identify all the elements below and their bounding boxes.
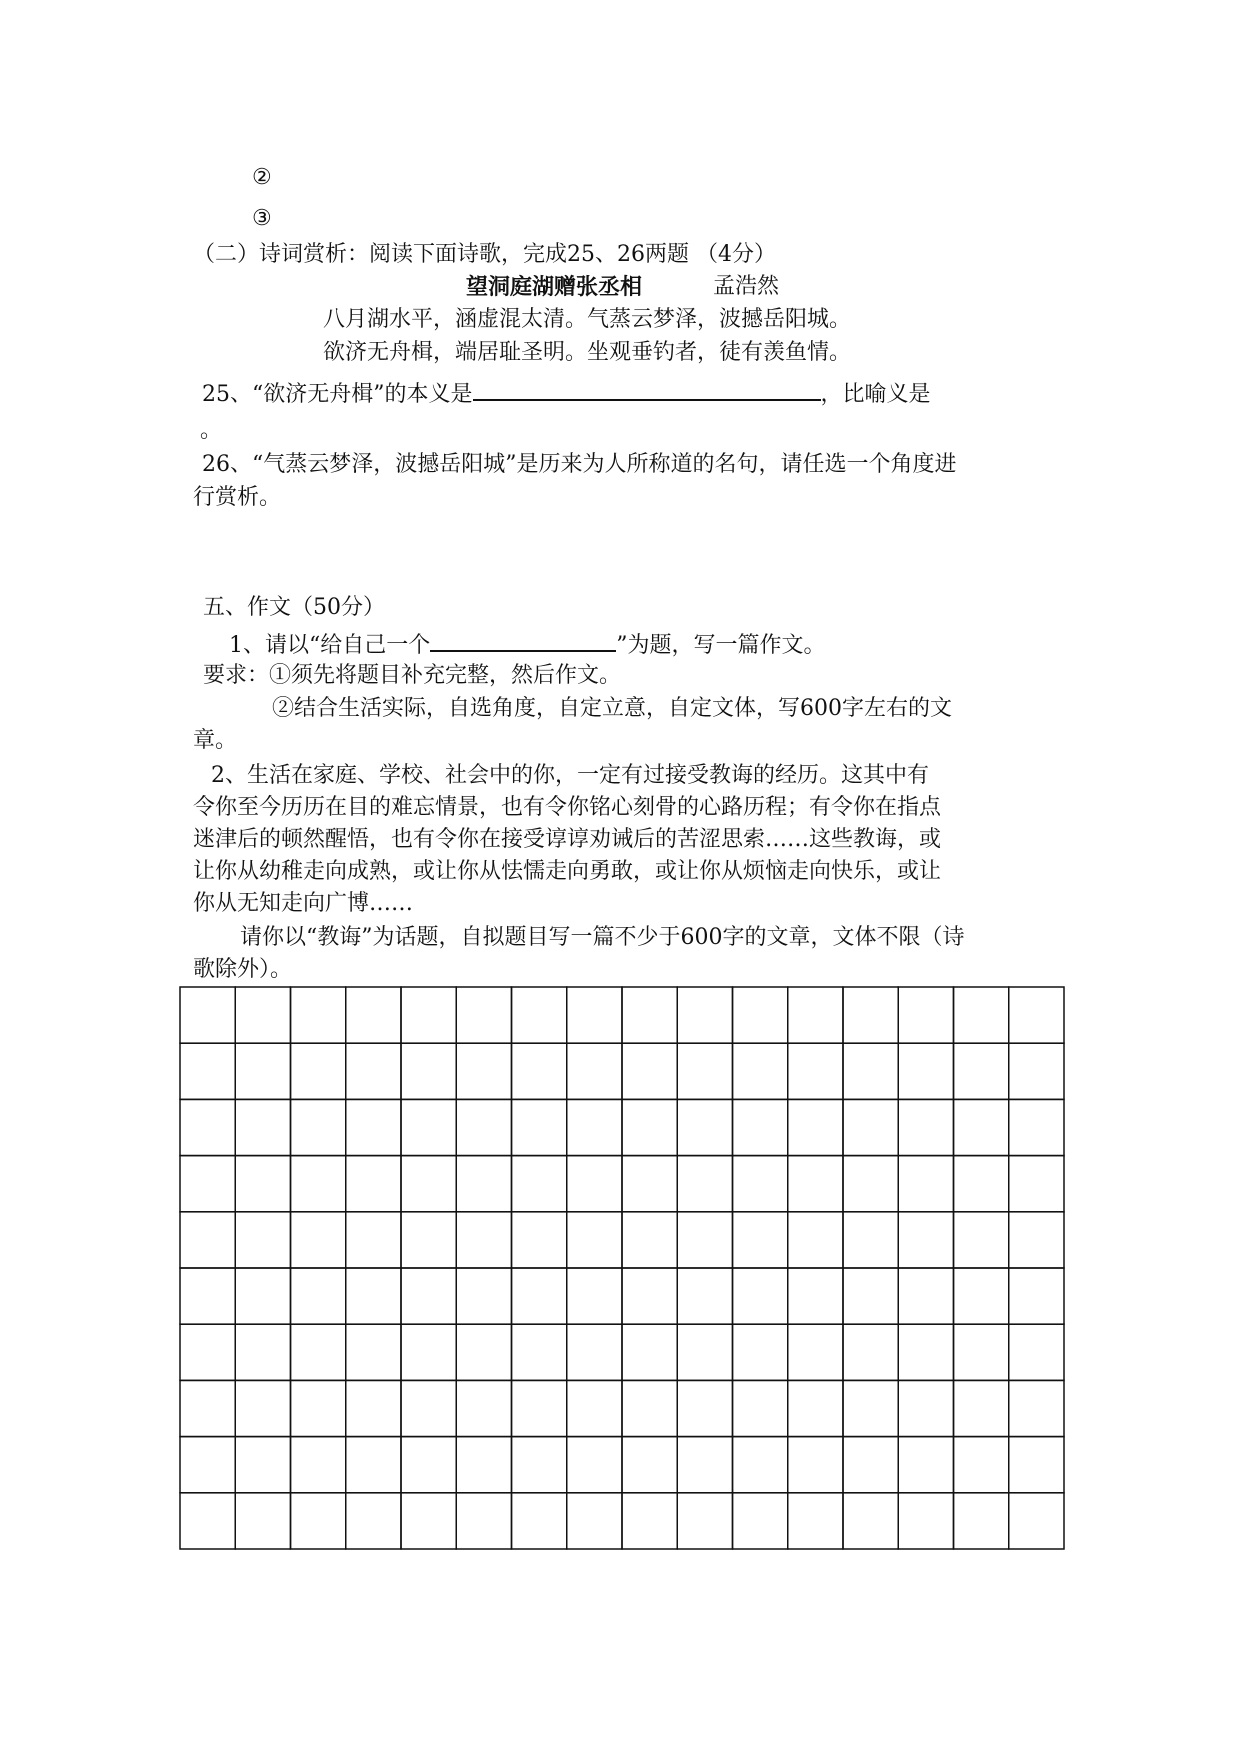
grid-cell[interactable] bbox=[456, 1212, 511, 1268]
grid-cell[interactable] bbox=[456, 1268, 511, 1324]
grid-cell[interactable] bbox=[733, 1212, 788, 1268]
grid-cell[interactable] bbox=[843, 1156, 898, 1212]
grid-cell[interactable] bbox=[346, 1380, 401, 1436]
grid-cell[interactable] bbox=[1009, 1212, 1064, 1268]
grid-cell[interactable] bbox=[1009, 1156, 1064, 1212]
circled-marker-3: ③ bbox=[252, 206, 272, 231]
grid-cell[interactable] bbox=[512, 1437, 567, 1493]
grid-cell[interactable] bbox=[954, 1268, 1009, 1324]
prompt-1-prefix: 1、请以“给自己一个 bbox=[229, 633, 431, 658]
grid-cell[interactable] bbox=[622, 1437, 677, 1493]
grid-cell[interactable] bbox=[898, 1437, 953, 1493]
grid-cell[interactable] bbox=[291, 1324, 346, 1380]
requirement-1 bbox=[203, 661, 621, 691]
grid-cell[interactable] bbox=[235, 1380, 290, 1436]
grid-cell[interactable] bbox=[456, 1437, 511, 1493]
grid-cell[interactable] bbox=[291, 1380, 346, 1436]
grid-cell[interactable] bbox=[954, 1380, 1009, 1436]
prompt-3-line-1: 请你以“教诲”为话题，自拟题目写一篇不少于600字的文章，文体不限（诗 bbox=[240, 925, 965, 950]
grid-cell[interactable] bbox=[567, 1156, 622, 1212]
grid-cell[interactable] bbox=[843, 1099, 898, 1155]
grid-cell[interactable] bbox=[235, 1212, 290, 1268]
grid-cell[interactable] bbox=[733, 1156, 788, 1212]
grid-cell[interactable] bbox=[291, 1212, 346, 1268]
grid-cell[interactable] bbox=[1009, 1324, 1064, 1380]
section-five-heading: 五、作文（50分） bbox=[203, 595, 385, 620]
prompt-2-line-4: 让你从幼稚走向成熟，或让你从怯懦走向勇敢，或让你从烦恼走向快乐，或让 bbox=[193, 859, 942, 884]
grid-cell[interactable] bbox=[622, 1380, 677, 1436]
grid-cell[interactable] bbox=[180, 1380, 235, 1436]
grid-cell[interactable] bbox=[843, 1043, 898, 1099]
grid-cell[interactable] bbox=[677, 1380, 732, 1436]
grid-cell[interactable] bbox=[898, 1324, 953, 1380]
grid-cell[interactable] bbox=[788, 1043, 843, 1099]
grid-cell[interactable] bbox=[954, 1324, 1009, 1380]
grid-cell[interactable] bbox=[291, 1043, 346, 1099]
grid-cell[interactable] bbox=[954, 1493, 1009, 1549]
grid-cell[interactable] bbox=[456, 1156, 511, 1212]
grid-cell[interactable] bbox=[954, 1043, 1009, 1099]
grid-cell[interactable] bbox=[733, 1099, 788, 1155]
grid-cell[interactable] bbox=[401, 1324, 456, 1380]
grid-cell[interactable] bbox=[235, 1437, 290, 1493]
prompt-2-line-3: 迷津后的顿然醒悟，也有令你在接受谆谆劝诫后的苦涩思索……这些教诲，或 bbox=[193, 827, 942, 852]
grid-cell[interactable] bbox=[622, 987, 677, 1043]
grid-cell[interactable] bbox=[898, 1268, 953, 1324]
grid-cell[interactable] bbox=[235, 1043, 290, 1099]
grid-cell[interactable] bbox=[180, 987, 235, 1043]
grid-cell[interactable] bbox=[235, 1324, 290, 1380]
grid-cell[interactable] bbox=[1009, 1493, 1064, 1549]
grid-cell[interactable] bbox=[235, 1268, 290, 1324]
grid-cell[interactable] bbox=[180, 1156, 235, 1212]
grid-cell[interactable] bbox=[622, 1043, 677, 1099]
poem-title: 望洞庭湖赠张丞相 bbox=[466, 274, 643, 300]
grid-cell[interactable] bbox=[346, 1099, 401, 1155]
prompt-3-line-2: 歌除外）。 bbox=[193, 957, 293, 982]
grid-cell[interactable] bbox=[346, 1493, 401, 1549]
grid-cell[interactable] bbox=[788, 1324, 843, 1380]
grid-cell[interactable] bbox=[567, 1043, 622, 1099]
grid-cell[interactable] bbox=[677, 1156, 732, 1212]
grid-cell[interactable] bbox=[1009, 1437, 1064, 1493]
prompt-1-suffix: ”为题，写一篇作文。 bbox=[616, 633, 826, 658]
grid-cell[interactable] bbox=[180, 1043, 235, 1099]
grid-cell[interactable] bbox=[235, 987, 290, 1043]
grid-cell[interactable] bbox=[954, 1437, 1009, 1493]
section-two-heading: （二）诗词赏析：阅读下面诗歌，完成25、26两题 （4分） bbox=[193, 242, 776, 267]
grid-cell[interactable] bbox=[512, 1380, 567, 1436]
grid-cell[interactable] bbox=[401, 987, 456, 1043]
poem-line-2: 欲济无舟楫，端居耻圣明。坐观垂钓者，徒有羡鱼情。 bbox=[323, 340, 852, 365]
grid-cell[interactable] bbox=[622, 1212, 677, 1268]
grid-cell[interactable] bbox=[898, 1043, 953, 1099]
grid-cell[interactable] bbox=[843, 1437, 898, 1493]
question-26-line-2: 行赏析。 bbox=[193, 485, 282, 510]
grid-cell[interactable] bbox=[843, 1324, 898, 1380]
grid-cell[interactable] bbox=[401, 1437, 456, 1493]
grid-cell[interactable] bbox=[235, 1493, 290, 1549]
grid-cell[interactable] bbox=[1009, 1268, 1064, 1324]
answer-blank-25[interactable] bbox=[473, 377, 821, 401]
grid-cell[interactable] bbox=[733, 1493, 788, 1549]
grid-cell[interactable] bbox=[733, 1268, 788, 1324]
requirement-2-cont: 章。 bbox=[193, 728, 238, 753]
grid-cell[interactable] bbox=[291, 987, 346, 1043]
grid-cell[interactable] bbox=[954, 987, 1009, 1043]
question-25-prefix: 25、“欲济无舟楫”的本义是 bbox=[202, 382, 473, 407]
grid-cell[interactable] bbox=[291, 1437, 346, 1493]
grid-cell[interactable] bbox=[788, 987, 843, 1043]
grid-cell[interactable] bbox=[346, 1043, 401, 1099]
grid-cell[interactable] bbox=[180, 1437, 235, 1493]
grid-cell[interactable] bbox=[456, 1043, 511, 1099]
grid-cell[interactable] bbox=[1009, 987, 1064, 1043]
grid-cell[interactable] bbox=[567, 1099, 622, 1155]
grid-cell[interactable] bbox=[346, 1324, 401, 1380]
grid-cell[interactable] bbox=[456, 1324, 511, 1380]
grid-cell[interactable] bbox=[843, 1268, 898, 1324]
grid-cell[interactable] bbox=[291, 1268, 346, 1324]
grid-cell[interactable] bbox=[401, 1380, 456, 1436]
grid-cell[interactable] bbox=[677, 1212, 732, 1268]
prompt-2-line-2: 令你至今历历在目的难忘情景，也有令你铭心刻骨的心路历程；有令你在指点 bbox=[193, 795, 942, 820]
grid-cell[interactable] bbox=[898, 1212, 953, 1268]
prompt-1 bbox=[229, 628, 826, 661]
requirement-label: 要求： bbox=[203, 663, 270, 688]
grid-cell[interactable] bbox=[677, 1324, 732, 1380]
grid-cell[interactable] bbox=[733, 1324, 788, 1380]
grid-cell[interactable] bbox=[456, 1099, 511, 1155]
grid-cell[interactable] bbox=[235, 1156, 290, 1212]
grid-cell[interactable] bbox=[512, 1212, 567, 1268]
grid-cell[interactable] bbox=[1009, 1380, 1064, 1436]
grid-cell[interactable] bbox=[346, 1156, 401, 1212]
grid-cell[interactable] bbox=[954, 1156, 1009, 1212]
grid-cell[interactable] bbox=[677, 987, 732, 1043]
question-25 bbox=[202, 377, 931, 410]
grid-cell[interactable] bbox=[401, 1268, 456, 1324]
poem-line-1: 八月湖水平，涵虚混太清。气蒸云梦泽，波撼岳阳城。 bbox=[323, 307, 852, 332]
requirement-1-text: ①须先将题目补充完整，然后作文。 bbox=[269, 663, 622, 688]
prompt-2-line-1: 2、生活在家庭、学校、社会中的你，一定有过接受教诲的经历。这其中有 bbox=[211, 763, 929, 788]
grid-cell[interactable] bbox=[622, 1493, 677, 1549]
circled-marker-2: ② bbox=[252, 165, 272, 190]
question-26-line-1: 26、“气蒸云梦泽，波撼岳阳城”是历来为人所称道的名句，请任选一个角度进 bbox=[202, 452, 957, 477]
grid-cell[interactable] bbox=[954, 1099, 1009, 1155]
grid-cell[interactable] bbox=[622, 1099, 677, 1155]
grid-cell[interactable] bbox=[788, 1156, 843, 1212]
grid-cell[interactable] bbox=[677, 1437, 732, 1493]
grid-cell[interactable] bbox=[401, 1493, 456, 1549]
grid-cell[interactable] bbox=[843, 1212, 898, 1268]
grid-cell[interactable] bbox=[788, 1099, 843, 1155]
grid-cell[interactable] bbox=[1009, 1099, 1064, 1155]
grid-cell[interactable] bbox=[346, 1268, 401, 1324]
grid-cell[interactable] bbox=[567, 1324, 622, 1380]
grid-cell[interactable] bbox=[733, 1437, 788, 1493]
grid-cell[interactable] bbox=[898, 1156, 953, 1212]
question-25-suffix: ，比喻义是 bbox=[820, 382, 931, 407]
grid-cell[interactable] bbox=[788, 1268, 843, 1324]
grid-cell[interactable] bbox=[291, 1156, 346, 1212]
grid-cell[interactable] bbox=[401, 1043, 456, 1099]
grid-cell[interactable] bbox=[677, 1268, 732, 1324]
grid-cell[interactable] bbox=[401, 1212, 456, 1268]
poem-author: 孟浩然 bbox=[713, 274, 780, 299]
grid-cell[interactable] bbox=[622, 1324, 677, 1380]
grid-cell[interactable] bbox=[898, 1493, 953, 1549]
grid-cell[interactable] bbox=[788, 1380, 843, 1436]
grid-cell[interactable] bbox=[291, 1493, 346, 1549]
grid-cell[interactable] bbox=[456, 1380, 511, 1436]
grid-cell[interactable] bbox=[291, 1099, 346, 1155]
grid-cell[interactable] bbox=[512, 987, 567, 1043]
grid-cell[interactable] bbox=[567, 1212, 622, 1268]
grid-cell[interactable] bbox=[788, 1437, 843, 1493]
grid-cell[interactable] bbox=[898, 1380, 953, 1436]
grid-cell[interactable] bbox=[1009, 1043, 1064, 1099]
grid-cell[interactable] bbox=[456, 987, 511, 1043]
grid-cell[interactable] bbox=[235, 1099, 290, 1155]
grid-cell[interactable] bbox=[677, 1493, 732, 1549]
grid-cell[interactable] bbox=[567, 1268, 622, 1324]
grid-cell[interactable] bbox=[346, 1212, 401, 1268]
prompt-2-line-5: 你从无知走向广博…… bbox=[193, 891, 414, 916]
requirement-2: ②结合生活实际，自选角度，自定立意，自定文体，写600字左右的文 bbox=[272, 696, 952, 721]
question-25-end: 。 bbox=[200, 418, 223, 443]
grid-cell[interactable] bbox=[180, 1212, 235, 1268]
grid-cell[interactable] bbox=[512, 1099, 567, 1155]
grid-cell[interactable] bbox=[456, 1493, 511, 1549]
grid-cell[interactable] bbox=[567, 1380, 622, 1436]
grid-cell[interactable] bbox=[843, 987, 898, 1043]
grid-cell[interactable] bbox=[401, 1099, 456, 1155]
grid-cell[interactable] bbox=[843, 1493, 898, 1549]
grid-cell[interactable] bbox=[733, 987, 788, 1043]
grid-cell[interactable] bbox=[622, 1268, 677, 1324]
grid-cell[interactable] bbox=[180, 1493, 235, 1549]
grid-cell[interactable] bbox=[512, 1156, 567, 1212]
writing-grid[interactable] bbox=[179, 986, 1065, 1550]
grid-cell[interactable] bbox=[788, 1493, 843, 1549]
grid-cell[interactable] bbox=[788, 1212, 843, 1268]
grid-cell[interactable] bbox=[677, 1099, 732, 1155]
grid-cell[interactable] bbox=[733, 1380, 788, 1436]
title-blank[interactable] bbox=[430, 628, 616, 652]
grid-cell[interactable] bbox=[733, 1043, 788, 1099]
grid-cell[interactable] bbox=[512, 1043, 567, 1099]
grid-cell[interactable] bbox=[567, 1437, 622, 1493]
grid-cell[interactable] bbox=[567, 987, 622, 1043]
grid-cell[interactable] bbox=[843, 1380, 898, 1436]
grid-cell[interactable] bbox=[346, 987, 401, 1043]
grid-cell[interactable] bbox=[180, 1268, 235, 1324]
grid-cell[interactable] bbox=[512, 1324, 567, 1380]
grid-cell[interactable] bbox=[898, 1099, 953, 1155]
grid-cell[interactable] bbox=[622, 1156, 677, 1212]
grid-cell[interactable] bbox=[677, 1043, 732, 1099]
grid-cell[interactable] bbox=[898, 987, 953, 1043]
grid-cell[interactable] bbox=[567, 1493, 622, 1549]
grid-cell[interactable] bbox=[512, 1493, 567, 1549]
grid-cell[interactable] bbox=[346, 1437, 401, 1493]
grid-cell[interactable] bbox=[180, 1099, 235, 1155]
grid-cell[interactable] bbox=[512, 1268, 567, 1324]
grid-cell[interactable] bbox=[954, 1212, 1009, 1268]
grid-cell[interactable] bbox=[401, 1156, 456, 1212]
grid-cell[interactable] bbox=[180, 1324, 235, 1380]
